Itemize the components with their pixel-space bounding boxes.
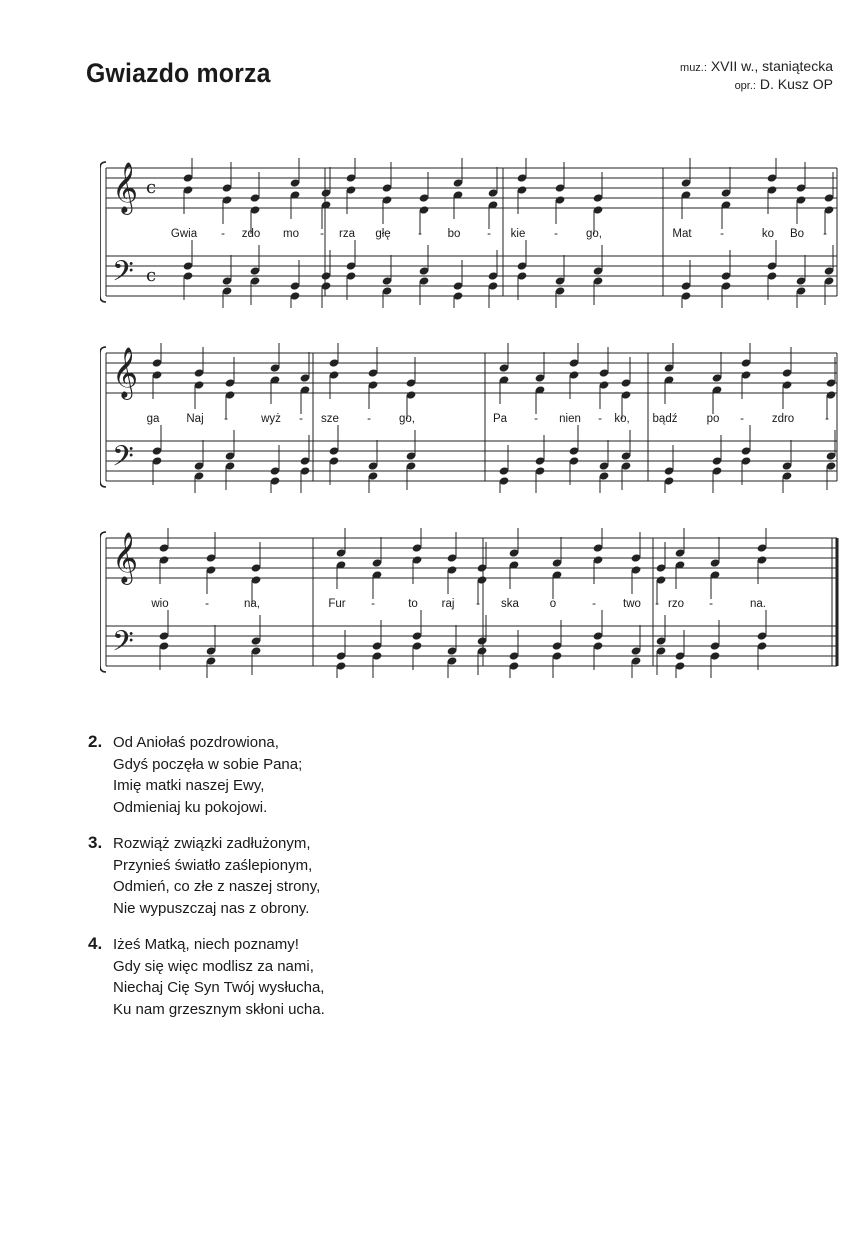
- verse-line: Rozwiąż związki zadłużonym,: [113, 835, 311, 852]
- lyric-syllable: bo: [447, 228, 461, 240]
- lyric-syllable: -: [371, 598, 375, 610]
- lyric-syllable: zdro: [771, 413, 795, 425]
- lyric-syllable: -: [825, 413, 829, 425]
- lyric-syllable: na.: [750, 598, 766, 610]
- verse-line: Przynieś światło zaślepionym,: [113, 856, 313, 874]
- lyric-syllable: Fur: [328, 598, 346, 610]
- lyric-syllable: Mat: [672, 228, 692, 240]
- verse-4: [88, 934, 325, 1020]
- verses: [88, 732, 325, 1035]
- lyric-syllable: ko: [761, 228, 775, 240]
- verse-line: Odmieniaj ku pokojowi.: [113, 798, 268, 816]
- lyric-syllable: ska: [501, 598, 519, 610]
- lyric-syllable: sze: [321, 413, 339, 425]
- verse-line: Iżeś Matką, niech poznamy!: [113, 936, 299, 953]
- lyric-syllable: wyż: [261, 413, 281, 425]
- svg-text:𝄞: 𝄞: [112, 162, 139, 213]
- lyric-syllable: -: [598, 413, 602, 425]
- svg-text:𝄢: 𝄢: [112, 440, 134, 480]
- lyric-syllable: Naj: [186, 413, 204, 425]
- verse-3: [88, 833, 325, 919]
- lyric-syllable: two: [623, 598, 641, 610]
- lyric-syllable: głę: [375, 228, 391, 240]
- lyric-syllable: rzo: [668, 598, 684, 610]
- lyric-syllable: -: [299, 413, 303, 425]
- verse-line: Od Aniołaś pozdrowiona,: [113, 734, 279, 751]
- verse-line: Gdyś poczęła w sobie Pana;: [113, 755, 303, 773]
- lyrics-line: [100, 228, 840, 246]
- lyric-syllable: ko,: [614, 413, 630, 425]
- verse-number: 3.: [88, 833, 103, 852]
- svg-text:𝄞: 𝄞: [112, 532, 139, 583]
- verse-2: [88, 732, 325, 818]
- credits: [680, 58, 833, 94]
- svg-text:𝄞: 𝄞: [112, 347, 139, 398]
- lyric-syllable: -: [720, 228, 724, 240]
- music-credit-value: XVII w., staniątecka: [710, 58, 833, 74]
- verse-line: Ku nam grzesznym skłoni ucha.: [113, 1000, 325, 1018]
- lyrics-line: [100, 598, 840, 616]
- lyric-syllable: -: [592, 598, 596, 610]
- lyric-syllable: mo: [283, 228, 299, 240]
- lyric-syllable: -: [320, 228, 324, 240]
- lyric-syllable: -: [823, 228, 827, 240]
- lyric-syllable: -: [476, 598, 480, 610]
- verse-line: Imię matki naszej Ewy,: [113, 777, 265, 794]
- svg-text:𝄢: 𝄢: [112, 625, 134, 665]
- lyric-syllable: raj: [441, 598, 455, 610]
- lyric-syllable: to: [408, 598, 418, 610]
- music-system-1: [100, 158, 840, 308]
- lyric-syllable: -: [709, 598, 713, 610]
- lyric-syllable: bądź: [652, 413, 678, 425]
- lyric-syllable: po: [706, 413, 720, 425]
- lyric-syllable: -: [367, 413, 371, 425]
- music-system-2: [100, 343, 840, 493]
- verse-number: 4.: [88, 934, 103, 953]
- lyric-syllable: Gwia: [170, 228, 198, 240]
- verse-line: Niechaj Cię Syn Twój wysłucha,: [113, 979, 325, 996]
- lyric-syllable: -: [224, 413, 228, 425]
- lyric-syllable: Bo: [789, 228, 805, 240]
- arrangement-credit-value: D. Kusz OP: [759, 76, 833, 92]
- lyric-syllable: nien: [559, 413, 581, 425]
- arrangement-credit: [680, 76, 833, 94]
- lyric-syllable: -: [740, 413, 744, 425]
- lyric-syllable: -: [221, 228, 225, 240]
- arrangement-credit-label: opr.:: [734, 80, 756, 92]
- lyric-syllable: ga: [146, 413, 160, 425]
- lyric-syllable: -: [534, 413, 538, 425]
- verse-line: Gdy się więc modlisz za nami,: [113, 957, 314, 975]
- svg-text:𝄢: 𝄢: [112, 255, 134, 295]
- lyric-syllable: o: [549, 598, 557, 610]
- svg-text:c: c: [146, 265, 157, 286]
- lyric-syllable: -: [487, 228, 491, 240]
- hymn-title: Gwiazdo morza: [86, 58, 271, 88]
- music-credit: [680, 58, 833, 76]
- lyric-syllable: -: [418, 228, 422, 240]
- lyric-syllable: go,: [586, 228, 602, 240]
- lyric-syllable: -: [554, 228, 558, 240]
- lyric-syllable: go,: [399, 413, 415, 425]
- lyric-syllable: rza: [339, 228, 355, 240]
- lyric-syllable: zdo: [241, 228, 261, 240]
- lyric-syllable: -: [655, 598, 659, 610]
- music-system-3: [100, 528, 840, 678]
- verse-line: Odmień, co złe z naszej strony,: [113, 878, 321, 895]
- lyric-syllable: -: [205, 598, 209, 610]
- verse-number: 2.: [88, 732, 103, 751]
- lyric-syllable: kie: [510, 228, 526, 240]
- verse-line: Nie wypuszczaj nas z obrony.: [113, 899, 310, 917]
- lyric-syllable: na,: [244, 598, 260, 610]
- lyric-syllable: wio: [151, 598, 169, 610]
- lyrics-line: [100, 413, 840, 431]
- svg-text:c: c: [146, 177, 157, 198]
- music-credit-label: muz.:: [680, 62, 707, 74]
- lyric-syllable: Pa: [492, 413, 508, 425]
